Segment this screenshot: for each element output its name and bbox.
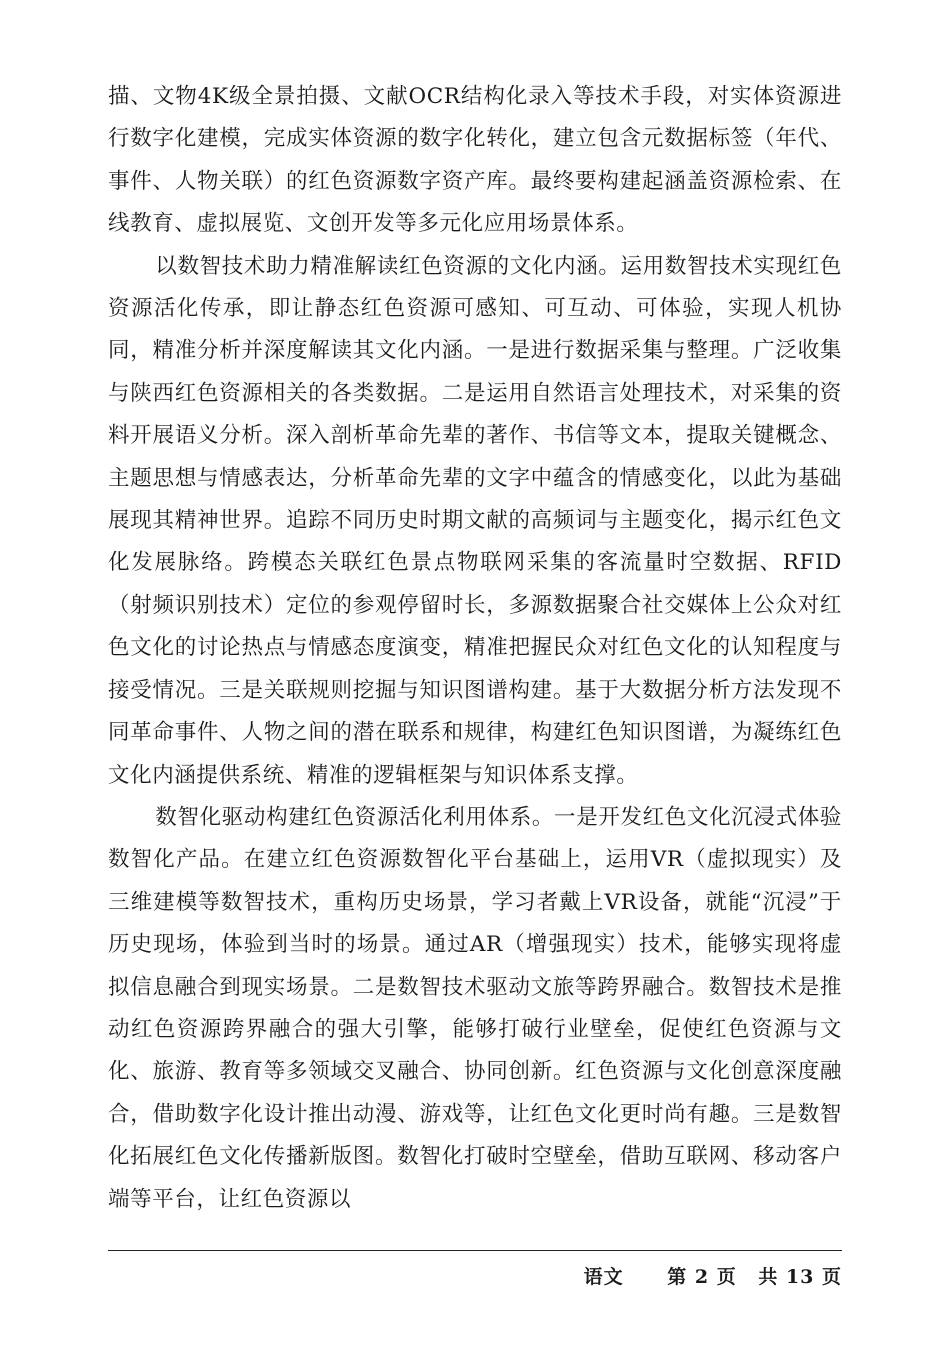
footer-total-pages: 共 13 页 [758, 1266, 842, 1288]
paragraph-3: 数智化驱动构建红色资源活化利用体系。一是开发红色文化沉浸式体验数智化产品。在建立红色资源数智化平台基础上，运用VR（虚拟现实）及三维建模等数智技术，重构历史场景，学习者戴上VR设备，就能“沉浸”于历史现场，体验到当时的场景。通过AR（增强现实）技术，能够实现将虚拟信息融合到现实场景。二是数智技术驱动文旅等跨界融合。数智技术是推动红色资源跨界融合的强大引擎，能够打破行业壁垒，促使红色资源与文化、旅游、教育等多领域交叉融合、协同创新。红色资源与文化创意深度融合，借助数字化设计推出动漫、游戏等，让红色文化更时尚有趣。三是数智化拓展红色文化传播新版图。数智化打破时空壁垒，借助互联网、移动客户端等平台，让红色资源以 [108, 804, 842, 1212]
footer-divider [108, 1250, 842, 1251]
paragraph-2: 以数智技术助力精准解读红色资源的文化内涵。运用数智技术实现红色资源活化传承，即让静态红色资源可感知、可互动、可体验，实现人机协同，精准分析并深度解读其文化内涵。一是进行数据采集与整理。广泛收集与陕西红色资源相关的各类数据。二是运用自然语言处理技术，对采集的资料开展语义分析。深入剖析革命先辈的著作、书信等文本，提取关键概念、主题思想与情感表达，分析革命先辈的文字中蕴含的情感变化，以此为基础展现其精神世界。追踪不同历史时期文献的高频词与主题变化，揭示红色文化发展脉络。跨模态关联红色景点物联网采集的客流量时空数据、RFID（射频识别技术）定位的参观停留时长，多源数据聚合社交媒体上公众对红色文化的讨论热点与情感态度演变，精准把握民众对红色文化的认知程度与接受情况。三是关联规则挖掘与知识图谱构建。基于大数据分析方法发现不同革命事件、人物之间的潜在联系和规律，构建红色知识图谱，为凝练红色文化内涵提供系统、精准的逻辑框架与知识体系支撑。 [108, 253, 842, 788]
body-text [108, 76, 842, 1221]
paragraph-1: 描、文物4K级全景拍摄、文献OCR结构化录入等技术手段，对实体资源进行数字化建模，完成实体资源的数字化转化，建立包含元数据标签（年代、事件、人物关联）的红色资源数字资产库。最终要构建起涵盖资源检索、在线教育、虚拟展览、文创开发等多元化应用场景体系。 [108, 84, 842, 237]
footer-subject: 语文 [583, 1266, 624, 1288]
page-footer [584, 1262, 842, 1289]
footer-page-number: 第 2 页 [667, 1266, 737, 1288]
